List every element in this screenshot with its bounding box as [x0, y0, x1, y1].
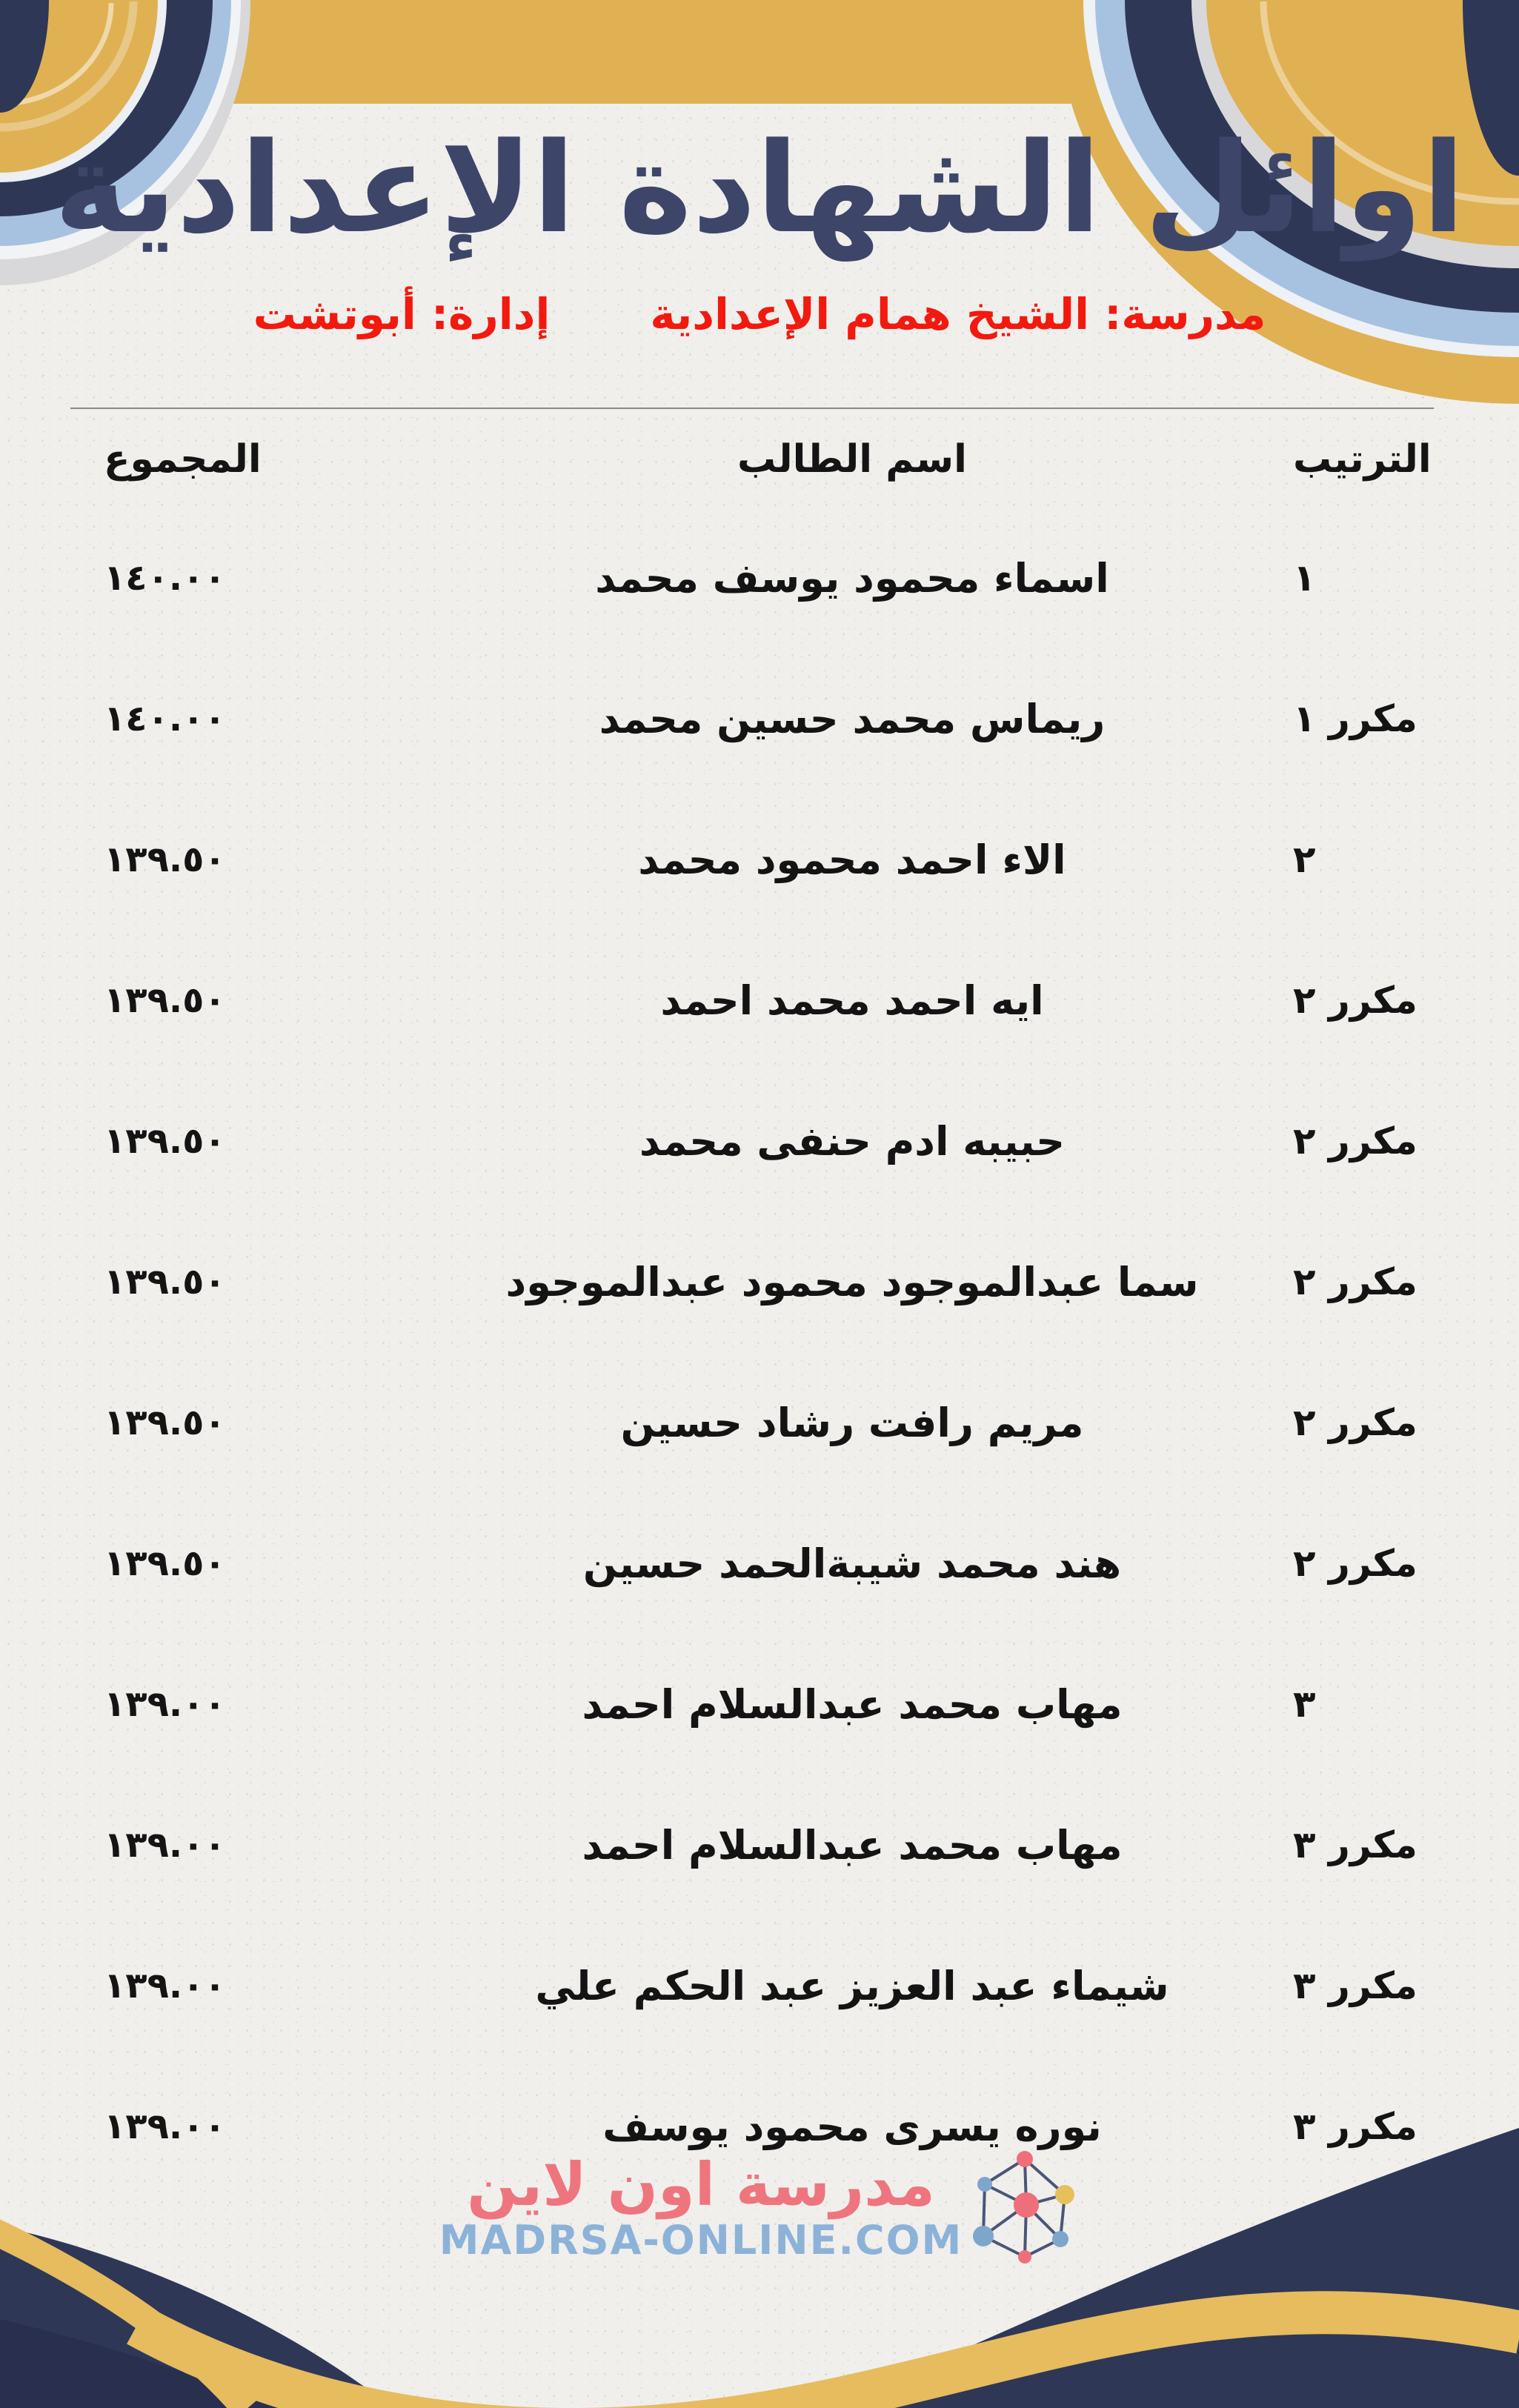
total-cell: ١٤٠.٠٠	[104, 698, 226, 739]
rank-cell: مكرر ٣	[1293, 2105, 1417, 2148]
total-cell: ١٣٩.٠٠	[104, 1965, 226, 2006]
student-name-cell: حبيبه ادم حنفى محمد	[639, 1117, 1066, 1165]
student-name-cell: ايه احمد محمد احمد	[660, 977, 1044, 1024]
header-total: المجموع	[104, 437, 262, 482]
table-row	[0, 930, 1519, 1071]
student-name-cell: شيماء عبد العزيز عبد الحكم علي	[535, 1962, 1169, 2009]
student-name-cell: اسماء محمود يوسف محمد	[595, 554, 1109, 602]
site-logo	[0, 2147, 1519, 2269]
total-cell: ١٣٩.٠٠	[104, 1824, 226, 1866]
subtitle	[0, 289, 1519, 339]
table-row	[0, 648, 1519, 789]
rank-cell: مكرر ٢	[1293, 1401, 1417, 1444]
table-row	[0, 1211, 1519, 1352]
student-name-cell: ريماس محمد حسين محمد	[599, 695, 1106, 742]
total-cell: ١٣٩.٥٠	[104, 1261, 226, 1303]
subtitle-school: مدرسة: الشيخ همام الإعدادية	[650, 289, 1266, 339]
student-name-cell: مهاب محمد عبدالسلام احمد	[582, 1821, 1123, 1869]
table-row	[0, 789, 1519, 930]
total-cell: ١٣٩.٠٠	[104, 2106, 226, 2147]
header-rank: الترتيب	[1293, 437, 1432, 482]
rank-cell: ٣	[1293, 1683, 1316, 1726]
network-graph-icon	[967, 2147, 1080, 2269]
subtitle-admin: إدارة: أبوتشت	[253, 289, 551, 339]
results-table	[0, 411, 1519, 2197]
logo-domain: MADRSA-ONLINE.COM	[439, 2217, 963, 2264]
total-cell: ١٤٠.٠٠	[104, 557, 226, 599]
rank-cell: ٢	[1293, 838, 1316, 881]
student-name-cell: نوره يسرى محمود يوسف	[602, 2103, 1102, 2150]
table-row	[0, 1634, 1519, 1775]
student-name-cell: مريم رافت رشاد حسين	[620, 1399, 1084, 1446]
table-header-row	[0, 411, 1519, 508]
rank-cell: مكرر ٣	[1293, 1823, 1417, 1866]
logo-text	[439, 2150, 963, 2264]
student-name-cell: هند محمد شيبةالحمد حسين	[582, 1540, 1122, 1587]
rank-cell: مكرر ١	[1293, 697, 1417, 740]
rank-cell: مكرر ٢	[1293, 979, 1417, 1022]
rank-cell: ١	[1293, 556, 1316, 599]
rank-cell: مكرر ٢	[1293, 1120, 1417, 1163]
total-cell: ١٣٩.٥٠	[104, 1402, 226, 1443]
table-body	[0, 508, 1519, 2197]
page-title: اوائل الشهادة الإعدادية	[54, 116, 1465, 261]
total-cell: ١٣٩.٠٠	[104, 1683, 226, 1725]
total-cell: ١٣٩.٥٠	[104, 1543, 226, 1584]
header-student-name: اسم الطالب	[737, 437, 967, 482]
total-cell: ١٣٩.٥٠	[104, 980, 226, 1021]
rank-cell: مكرر ٣	[1293, 1964, 1417, 2007]
rank-cell: مكرر ٢	[1293, 1260, 1417, 1303]
table-row	[0, 1071, 1519, 1211]
total-cell: ١٣٩.٥٠	[104, 839, 226, 880]
table-row	[0, 1352, 1519, 1493]
table-row	[0, 1775, 1519, 1915]
table-row	[0, 508, 1519, 648]
student-name-cell: سما عبدالموجود محمود عبدالموجود	[505, 1258, 1199, 1306]
table-row	[0, 1915, 1519, 2056]
table-row	[0, 1493, 1519, 1634]
student-name-cell: مهاب محمد عبدالسلام احمد	[582, 1680, 1123, 1728]
total-cell: ١٣٩.٥٠	[104, 1120, 226, 1162]
student-name-cell: الاء احمد محمود محمد	[638, 836, 1066, 883]
logo-arabic-name: مدرسة اون لاين	[467, 2150, 935, 2219]
header-divider	[70, 408, 1434, 409]
rank-cell: مكرر ٢	[1293, 1542, 1417, 1585]
